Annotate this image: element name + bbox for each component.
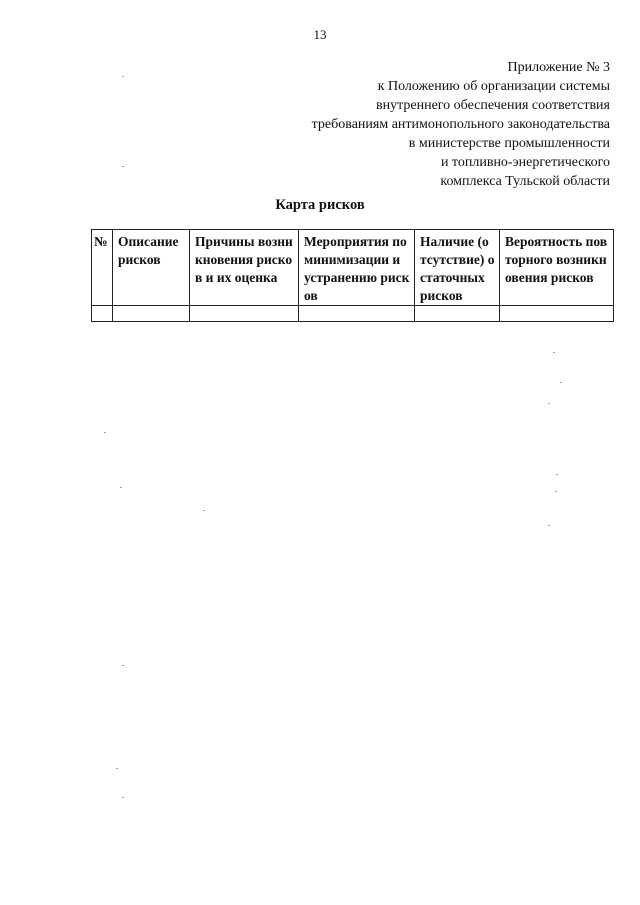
table-cell xyxy=(92,306,113,322)
scan-speck xyxy=(203,510,205,511)
scan-speck xyxy=(122,76,124,77)
appendix-block xyxy=(312,58,610,191)
appendix-line: Приложение № 3 xyxy=(507,60,610,75)
header-risk-description: Описание рисков xyxy=(113,230,190,306)
risk-map-table xyxy=(91,229,614,322)
table-cell xyxy=(500,306,614,322)
scan-speck xyxy=(122,797,124,798)
table-header-row xyxy=(92,230,614,306)
scan-speck xyxy=(548,525,550,526)
document-title: Карта рисков xyxy=(275,197,365,213)
header-recurrence-probability: Вероятность повторного возникновения рисков xyxy=(500,230,614,306)
appendix-line: в министерстве промышленности xyxy=(408,136,610,151)
appendix-line: требованиям антимонопольного законодательства xyxy=(311,117,610,132)
appendix-line: к Положению об организации системы xyxy=(377,79,610,94)
scan-speck xyxy=(116,768,118,769)
table-row xyxy=(92,306,614,322)
scan-speck xyxy=(553,352,555,353)
scan-speck xyxy=(104,432,106,433)
scan-speck xyxy=(122,665,124,666)
appendix-line: комплекса Тульской области xyxy=(440,174,610,189)
scan-speck xyxy=(120,487,122,488)
scan-speck xyxy=(548,403,550,404)
scan-speck xyxy=(556,474,558,475)
header-mitigation-measures: Мероприятия по минимизации и устранению рисков xyxy=(299,230,415,306)
scan-speck xyxy=(555,491,557,492)
table-cell xyxy=(190,306,299,322)
table-cell xyxy=(113,306,190,322)
scan-speck xyxy=(560,382,562,383)
appendix-line: и топливно-энергетического xyxy=(440,155,610,170)
header-number: № xyxy=(92,230,113,306)
table-cell xyxy=(299,306,415,322)
scan-speck xyxy=(122,166,124,167)
header-residual-risks: Наличие (отсутствие) остаточных рисков xyxy=(415,230,500,306)
page-number: 13 xyxy=(313,27,327,42)
header-risk-causes: Причины возникновения рисков и их оценка xyxy=(190,230,299,306)
appendix-line: внутреннего обеспечения соответствия xyxy=(375,98,610,113)
table-cell xyxy=(415,306,500,322)
